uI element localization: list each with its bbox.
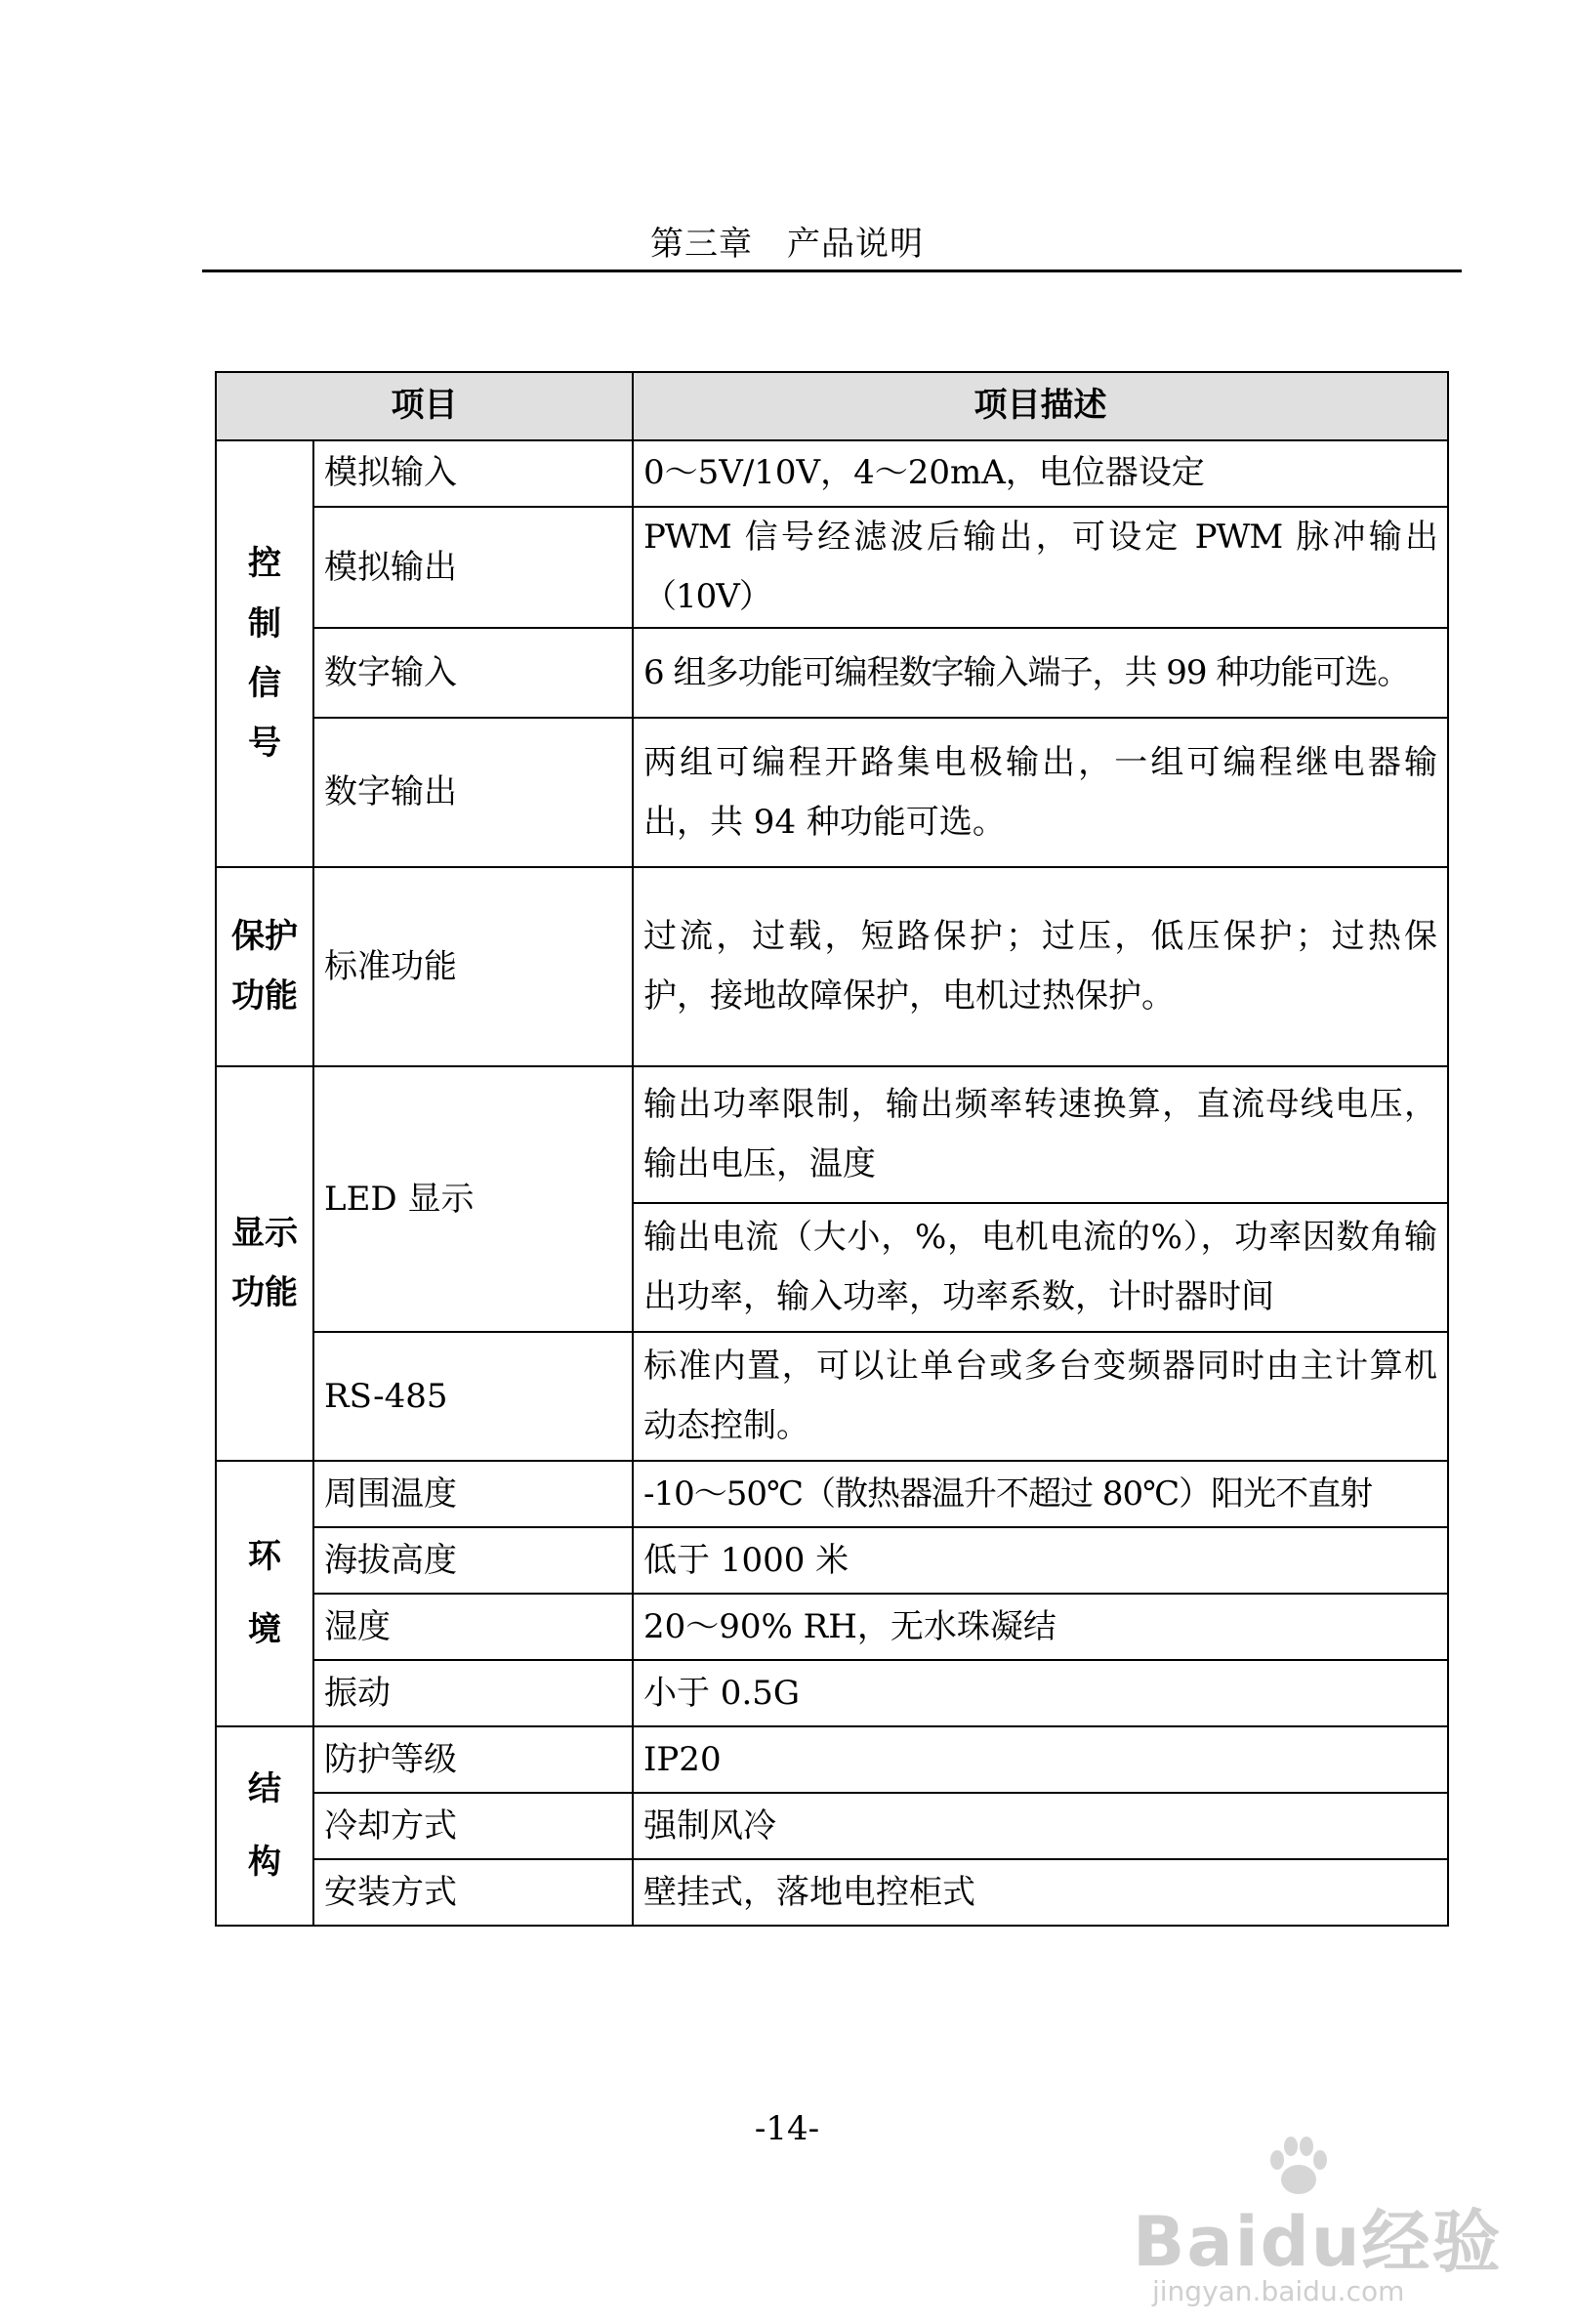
desc-cell: 低于 1000 米 bbox=[633, 1527, 1448, 1594]
column-header-desc: 项目描述 bbox=[633, 372, 1448, 440]
group-label: 显示 功能 bbox=[231, 1214, 298, 1313]
table-row bbox=[216, 1527, 1448, 1594]
table-row bbox=[216, 1594, 1448, 1660]
table-row bbox=[216, 1726, 1448, 1793]
table-row bbox=[216, 1332, 1448, 1461]
item-cell: 周围温度 bbox=[313, 1461, 633, 1527]
item-cell: 海拔高度 bbox=[313, 1527, 633, 1594]
desc-cell: 强制风冷 bbox=[633, 1793, 1448, 1859]
group-display bbox=[216, 1066, 313, 1461]
table-row bbox=[216, 628, 1448, 718]
desc-cell: IP20 bbox=[633, 1726, 1448, 1793]
table-row bbox=[216, 718, 1448, 867]
group-control-signal bbox=[216, 440, 313, 867]
desc-cell: 输出电流（大小，%，电机电流的%），功率因数角输出功率，输入功率，功率系数，计时器时间 bbox=[633, 1203, 1448, 1332]
table-row bbox=[216, 867, 1448, 1066]
desc-cell: 6 组多功能可编程数字输入端子，共 99 种功能可选。 bbox=[633, 628, 1448, 718]
item-cell: 数字输出 bbox=[313, 718, 633, 867]
table-row bbox=[216, 1066, 1448, 1203]
group-protection bbox=[216, 867, 313, 1066]
desc-cell: 两组可编程开路集电极输出，一组可编程继电器输出，共 94 种功能可选。 bbox=[633, 718, 1448, 867]
desc-cell: 壁挂式，落地电控柜式 bbox=[633, 1859, 1448, 1926]
item-cell: 模拟输出 bbox=[313, 507, 633, 628]
item-cell: 湿度 bbox=[313, 1594, 633, 1660]
table-row bbox=[216, 440, 1448, 507]
table-row bbox=[216, 507, 1448, 628]
desc-cell: PWM 信号经滤波后输出，可设定 PWM 脉冲输出（10V） bbox=[633, 507, 1448, 628]
group-label: 结 构 bbox=[248, 1769, 281, 1883]
item-cell: RS-485 bbox=[313, 1332, 633, 1461]
group-label: 环 境 bbox=[248, 1537, 281, 1650]
item-cell: LED 显示 bbox=[313, 1066, 633, 1332]
item-cell: 标准功能 bbox=[313, 867, 633, 1066]
baidu-watermark bbox=[1133, 2129, 1504, 2314]
desc-cell: 0～5V/10V，4～20mA，电位器设定 bbox=[633, 440, 1448, 507]
item-cell: 冷却方式 bbox=[313, 1793, 633, 1859]
desc-cell: 20～90% RH，无水珠凝结 bbox=[633, 1594, 1448, 1660]
item-cell: 数字输入 bbox=[313, 628, 633, 718]
watermark-brand: Baidu经验 bbox=[1133, 2202, 1503, 2282]
desc-cell: 标准内置，可以让单台或多台变频器同时由主计算机动态控制。 bbox=[633, 1332, 1448, 1461]
table-row bbox=[216, 1461, 1448, 1527]
item-cell: 安装方式 bbox=[313, 1859, 633, 1926]
group-environment bbox=[216, 1461, 313, 1726]
spec-table bbox=[215, 371, 1449, 1927]
item-cell: 防护等级 bbox=[313, 1726, 633, 1793]
item-cell: 振动 bbox=[313, 1660, 633, 1726]
column-header-item: 项目 bbox=[216, 372, 633, 440]
table-row bbox=[216, 1793, 1448, 1859]
group-label: 保护 功能 bbox=[231, 917, 298, 1017]
table-row bbox=[216, 1660, 1448, 1726]
watermark-url: jingyan.baidu.com bbox=[1152, 2275, 1405, 2307]
desc-cell: -10～50℃（散热器温升不超过 80℃）阳光不直射 bbox=[633, 1461, 1448, 1527]
item-cell: 模拟输入 bbox=[313, 440, 633, 507]
table-header-row bbox=[216, 372, 1448, 440]
desc-cell: 小于 0.5G bbox=[633, 1660, 1448, 1726]
group-structure bbox=[216, 1726, 313, 1926]
table-row bbox=[216, 1859, 1448, 1926]
group-label: 控 制 信 号 bbox=[248, 544, 281, 763]
desc-cell: 过流，过载，短路保护；过压，低压保护；过热保护，接地故障保护，电机过热保护。 bbox=[633, 867, 1448, 1066]
desc-cell: 输出功率限制，输出频率转速换算，直流母线电压，输出电压，温度 bbox=[633, 1066, 1448, 1203]
header-rule bbox=[202, 270, 1462, 272]
page-number: -14- bbox=[754, 2109, 820, 2148]
page-header-title: 第三章 产品说明 bbox=[650, 225, 924, 264]
